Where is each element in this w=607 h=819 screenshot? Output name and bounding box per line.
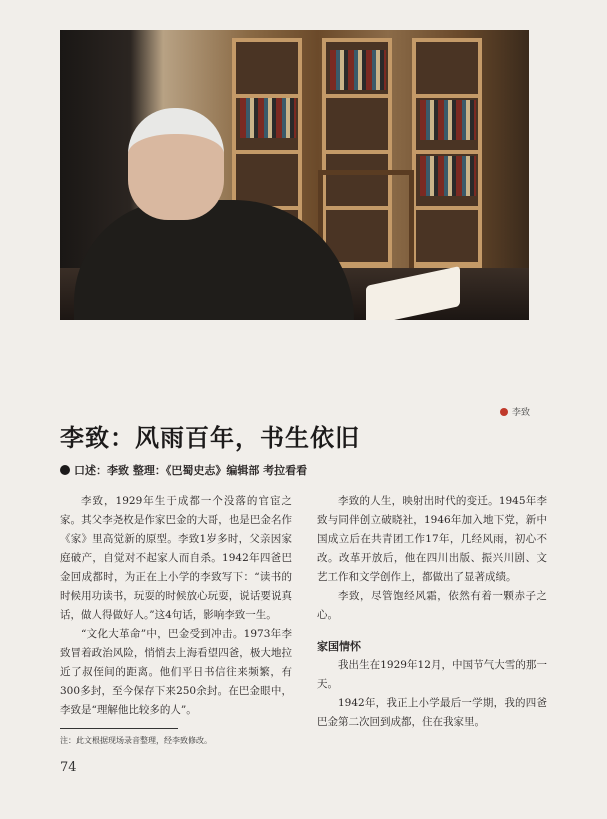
bookshelf bbox=[412, 38, 482, 268]
byline-text: 口述：李致 整理：《巴蜀史志》编辑部 考拉看看 bbox=[74, 464, 308, 477]
books bbox=[330, 50, 386, 90]
books bbox=[240, 98, 296, 138]
books bbox=[420, 156, 476, 196]
page-number: 74 bbox=[60, 760, 77, 775]
paragraph: 李致，尽管饱经风霜，依然有着一颗赤子之心。 bbox=[317, 590, 547, 621]
person-head bbox=[128, 108, 224, 220]
paragraph: 1942年，我正上小学最后一学期，我的四爸巴金第二次回到成都，住在我家里。 bbox=[317, 697, 547, 728]
left-column bbox=[60, 492, 292, 720]
footnote-divider bbox=[60, 728, 178, 729]
books bbox=[420, 100, 476, 140]
paragraph: “文化大革命”中，巴金受到冲击。1973年李致冒着政治风险，悄悄去上海看望四爸，极大地拉近了叔侄间的距离。他们平日书信往来频繁，有300多封，至今保存下来250余封。在巴金眼中，李致是“理解他比较多的人”。 bbox=[60, 628, 292, 716]
speaker-tag bbox=[500, 405, 530, 418]
speaker-tag-label: 李致 bbox=[512, 408, 531, 418]
bullet-icon bbox=[60, 465, 70, 475]
byline bbox=[60, 462, 307, 478]
right-column bbox=[317, 492, 547, 732]
paragraph: 我出生在1929年12月，中国节气大雪的那一天。 bbox=[317, 659, 547, 690]
article-title: 李致：风雨百年，书生依旧 bbox=[60, 424, 360, 452]
footnote: 注：此文根据现场录音整理，经李致修改。 bbox=[60, 736, 212, 745]
person-body bbox=[74, 200, 354, 320]
paragraph: 李致的人生，映射出时代的变迁。1945年李致与同伴创立破晓社，1946年加入地下党，新中国成立后在共青团工作17年，几经风雨，初心不改。改革开放后，他在四川出版、振兴川剧、文艺工作和文学创作上，都做出了显著成绩。 bbox=[317, 495, 547, 583]
red-dot-icon bbox=[500, 408, 508, 416]
portrait-photo bbox=[60, 30, 529, 320]
paragraph: 李致，1929年生于成都一个没落的官宦之家。其父李尧枚是作家巴金的大哥，也是巴金名作《家》里高觉新的原型。李致1岁多时，父亲因家庭破产，自觉对不起家人而自杀。1942年四爸巴金回成都时，为正在上小学的李致写下：“读书的时候用功读书，玩耍的时候放心玩耍，说话要说真话，做人得做好人。”这4句话，影响李致一生。 bbox=[60, 495, 292, 621]
section-heading: 家国情怀 bbox=[317, 640, 361, 653]
